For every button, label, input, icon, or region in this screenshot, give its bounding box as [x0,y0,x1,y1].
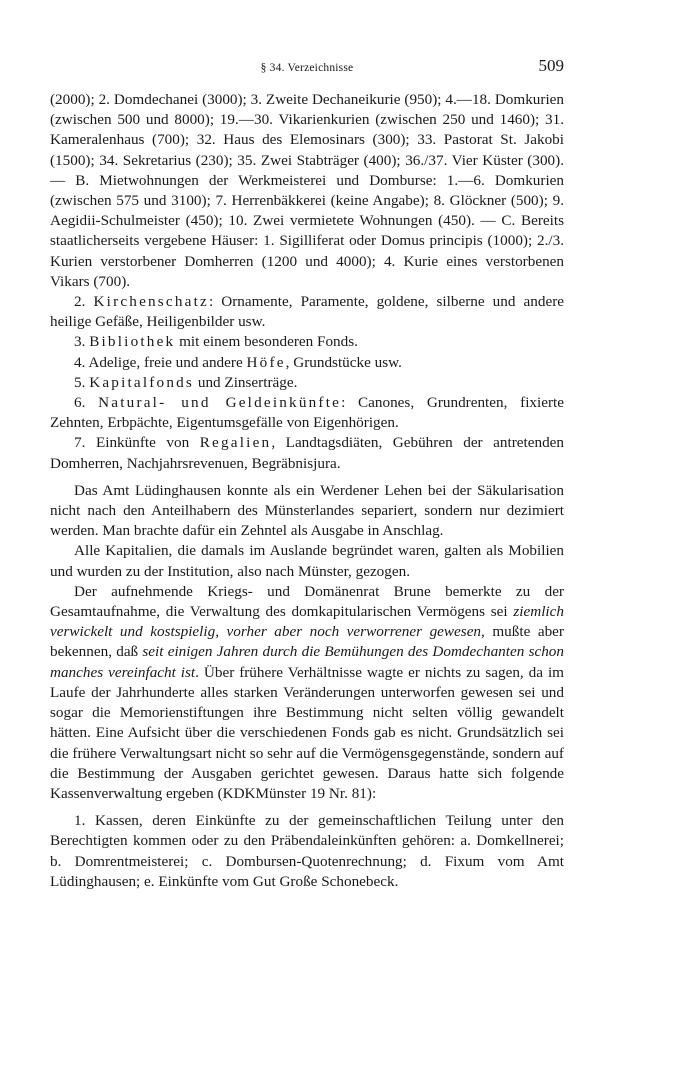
item-text: 7. Einkünfte von [74,434,200,452]
paragraph-item-6 [50,393,564,433]
paragraph-amt-luedinghausen: Das Amt Lüdinghausen konnte als ein Werdener Lehen bei der Säkularisation nicht nach den Anteilhabern des Münsterlandes separiert, sondern nur dezimiert werden. Man brachte dafür ein Zehntel als Ausgabe in Anschlag. [50,481,564,540]
paragraph-text: , mußte aber bekennen, daß [50,623,564,661]
paragraph-item-2 [50,292,564,332]
spaced-term: Kirchenschatz [93,293,209,311]
paragraph-item-3 [50,332,564,352]
paragraph-list-continuation: (2000); 2. Domdechanei (3000); 3. Zweite Dechaneikurie (950); 4.—18. Domkurien (zwischen 500 und 8000); 19.—30. Vikarienkurien (zwischen 250 und 1460); 31. Kameralenhaus (700); 32. Haus des Elemosinars (300); 33. Pastorat St. Jakobi (1500); 34. Sekretarius (230); 35. Zwei Stabträger (400); 36./37. Vier Küster (300). — B. Mietwohnungen der Werkmeisterei und Domburse: 1.—6. Domkurien (zwischen 575 und 3100); 7. Herrenbäkkerei (keine Angabe); 8. Glöckner (500); 9. Aegidii-Schulmeister (450); 10. Zwei vermietete Wohnungen (450). — C. Bereits staatlicherseits vergebene Häuser: 1. Sigilliferat oder Domus principis (1000); 2./3. Kurien verstorbener Domherren (1200 und 4000); 4. Kurie eines verstorbenen Vikars (700). [50,91,564,290]
paragraph-verwaltung [50,582,564,804]
item-text: : Canones, Grundrenten, fixierte Zehnten, Erbpächte, Eigentumsgefälle von Eigenhörigen. [50,394,564,432]
paragraph-text: . Über frühere Verhältnisse wagte er nichts zu sagen, da im Laufe der Jahrhunderte alles starken Veränderungen unterworfen gewesen sei und sogar die Memorienstiftungen ihre Bestimmung nicht selten völlig gewandelt hätten. Eine Aufsicht über die verschiedenen Fonds gab es nicht. Grundsätzlich sei die frühere Verwaltungsart nicht so sehr auf die Vermögensgegenstände, sondern auf die Bestimmung der Ausgaben gerichtet gewesen. Daraus hatte sich folgende Kassenverwaltung ergeben (KDKMünster 19 Nr. 81): [50,663,564,802]
italic-quote: seit einigen Jahren durch die Bemühungen des Domdechanten schon manches vereinfacht ist [50,643,564,681]
italic-quote: ziemlich verwickelt und kostspielig, vorher aber noch verworrener gewesen [50,603,564,641]
page [50,56,564,892]
item-text: , Grundstücke usw. [285,353,402,371]
paragraph-item-7 [50,433,564,473]
paragraph-kapitalien: Alle Kapitalien, die damals im Auslande begründet waren, galten als Mobilien und wurden zu der Institution, also nach Münster, gezogen. [50,542,564,580]
body-text [50,90,564,892]
spaced-term: Regalien [199,434,272,452]
spaced-term: Kapitalfonds [89,373,195,391]
running-head: § 34. Verzeichnisse [260,62,354,74]
spaced-term: Natural- und Geldeinkünfte [98,394,342,412]
item-text: 4. Adelige, freie und andere [74,353,247,371]
item-text: : Ornamente, Paramente, goldene, silberne und andere heilige Gefäße, Heiligenbilder usw. [50,293,565,331]
spaced-term: Bibliothek [89,333,176,351]
paragraph-item-5 [50,373,564,393]
item-text: und Zinserträge. [194,373,298,391]
page-number: 509 [538,56,564,75]
spaced-term: Höfe [246,353,286,371]
item-number: 5. [74,373,86,391]
paragraph-kassen: 1. Kassen, deren Einkünfte zu der gemeinschaftlichen Teilung unter den Berechtigten kommen oder zu den Präbendaleinkünften gehören: a. Domkellnerei; b. Domrentmeisterei; c. Dombursen-Quotenrechnung; d. Fixum vom Amt Lüdinghausen; e. Einkünfte vom Gut Große Schonebeck. [50,812,564,890]
item-number: 3. [74,333,86,351]
page-header [50,56,564,82]
item-number: 2. [74,293,86,311]
item-number: 6. [74,394,86,412]
item-text: mit einem besonderen Fonds. [175,333,358,351]
paragraph-text: Der aufnehmende Kriegs- und Domänenrat Brune bemerkte zu der Gesamtaufnahme, die Verwaltung des domkapitularischen Vermögens sei [50,582,564,621]
paragraph-item-4 [50,353,564,373]
item-text: , Landtagsdiäten, Gebühren der antretenden Domherren, Nachjahrsrevenuen, Begräbnisjura. [50,434,565,472]
